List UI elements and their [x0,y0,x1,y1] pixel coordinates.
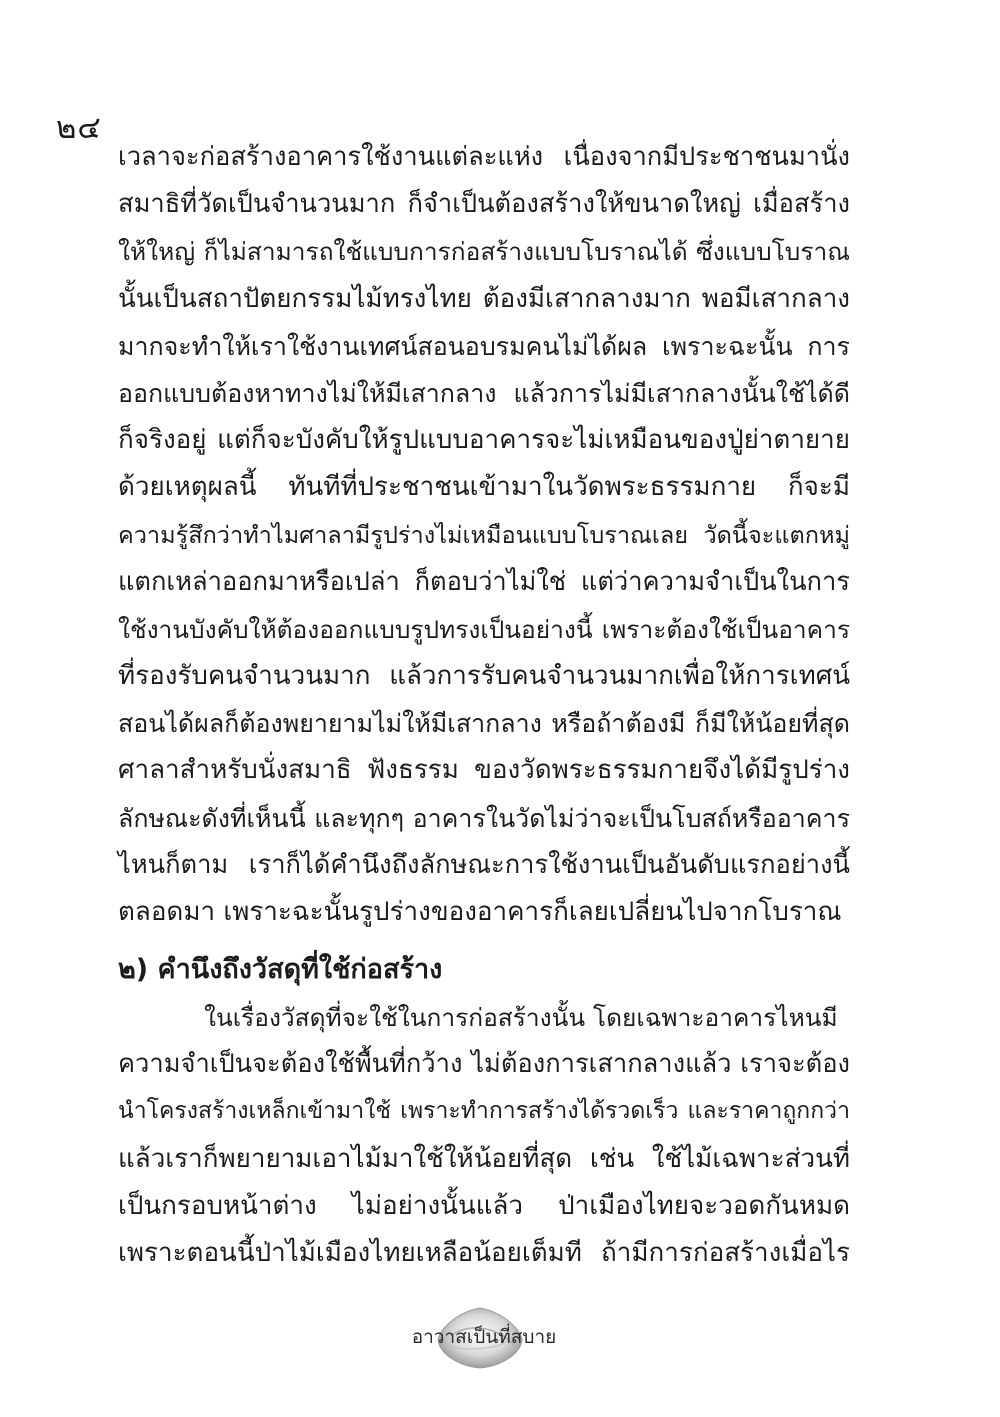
body-line: ด้วยเหตุผลนี้ ทันทีที่ประชาชนเข้ามาในวัดพระธรรมกาย ก็จะมี [118,472,850,503]
body-line: ใช้งานบังคับให้ต้องออกแบบรูปทรงเป็นอย่างนี้ เพราะต้องใช้เป็นอาคาร [118,614,850,644]
body-line: สอนได้ผลก็ต้องพยายามไม่ให้มีเสากลาง หรือถ้าต้องมี ก็มีให้น้อยที่สุด [118,709,850,739]
body-line: ที่รองรับคนจำนวนมาก แล้วการรับคนจำนวนมากเพื่อให้การเทศน์ [118,661,850,692]
body-line: ออกแบบต้องหาทางไม่ให้มีเสากลาง แล้วการไม่มีเสากลางนั้นใช้ได้ดี [118,378,850,408]
body-line-last: ตลอดมา เพราะฉะนั้นรูปร่างของอาคารก็เลยเปลี่ยนไปจากโบราณ [118,897,842,927]
body-line: สมาธิที่วัดเป็นจำนวนมาก ก็จำเป็นต้องสร้างให้ขนาดใหญ่ เมื่อสร้าง [118,189,850,220]
footer-title: อาวาสเป็นที่สบาย [411,1326,557,1348]
body-line: แตกเหล่าออกมาหรือเปล่า ก็ตอบว่าไม่ใช่ แต่ว่าความจำเป็นในการ [118,566,850,597]
body-paragraph [118,134,850,936]
body-line: ให้ใหญ่ ก็ไม่สามารถใช้แบบการก่อสร้างแบบโบราณได้ ซึ่งแบบโบราณ [118,237,850,267]
section-paragraph [118,994,850,1277]
body-line: ไหนก็ตาม เราก็ได้คำนึงถึงลักษณะการใช้งานเป็นอันดับแรกอย่างนี้ [118,849,850,880]
body-line: เวลาจะก่อสร้างอาคารใช้งานแต่ละแห่ง เนื่องจากมีประชาชนมานั่ง [118,142,850,172]
body-line: ก็จริงอยู่ แต่ก็จะบังคับให้รูปแบบอาคารจะไม่เหมือนของปู่ย่าตายาย [118,425,850,456]
section-line: นำโครงสร้างเหล็กเข้ามาใช้ เพราะทำการสร้างได้รวดเร็ว และราคาถูกกว่า [118,1098,850,1125]
section-line: แล้วเราก็พยายามเอาไม้มาใช้ให้น้อยที่สุด เช่น ใช้ไม้เฉพาะส่วนที่ [118,1143,850,1174]
body-line: มากจะทำให้เราใช้งานเทศน์สอนอบรมคนไม่ได้ผล เพราะฉะนั้น การ [118,331,850,361]
body-line: นั้นเป็นสถาปัตยกรรมไม้ทรงไทย ต้องมีเสากลางมาก พอมีเสากลาง [118,283,850,314]
page-footer [384,1304,584,1374]
section-line: เพราะตอนนี้ป่าไม้เมืองไทยเหลือน้อยเต็มที ถ้ามีการก่อสร้างเมื่อไร [118,1237,850,1268]
body-line: ลักษณะดังที่เห็นนี้ และทุกๆ อาคารในวัดไม่ว่าจะเป็นโบสถ์หรืออาคาร [118,803,850,833]
section-heading: ๒) คำนึงถึงวัสดุที่ใช้ก่อสร้าง [118,954,443,985]
page-number: ๒๔ [56,110,102,146]
section-line-first: ในเรื่องวัสดุที่จะใช้ในการก่อสร้างนั้น โดยเฉพาะอาคารไหนมี [204,1003,838,1032]
body-line: ความรู้สึกว่าทำไมศาลามีรูปร่างไม่เหมือนแบบโบราณเลย วัดนี้จะแตกหมู่ [118,520,850,549]
section-line: ความจำเป็นจะต้องใช้พื้นที่กว้าง ไม่ต้องการเสากลางแล้ว เราจะต้อง [118,1049,850,1080]
body-line: ศาลาสำหรับนั่งสมาธิ ฟังธรรม ของวัดพระธรรมกายจึงได้มีรูปร่าง [118,755,850,786]
section-line: เป็นกรอบหน้าต่าง ไม่อย่างนั้นแล้ว ป่าเมืองไทยจะวอดกันหมด [118,1190,850,1221]
